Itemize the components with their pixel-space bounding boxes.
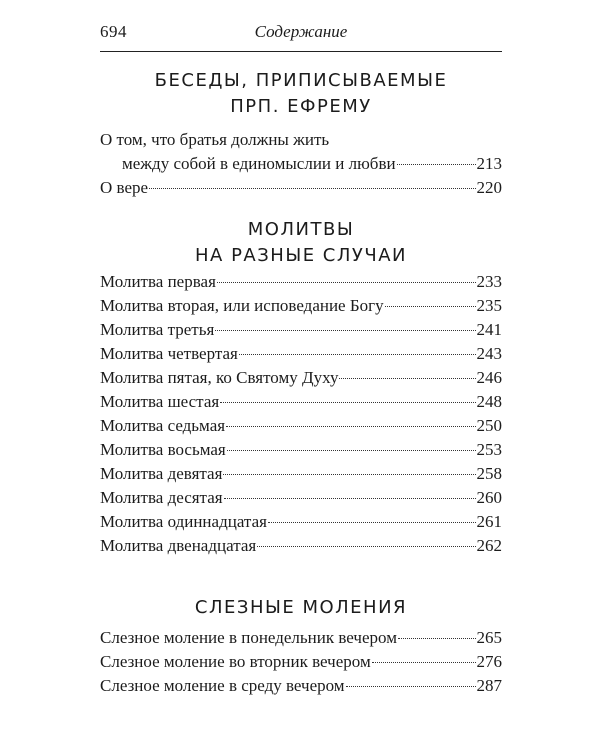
- toc-entry-label: О вере: [100, 178, 149, 197]
- dot-leader: [397, 164, 476, 165]
- toc-entry[interactable]: [100, 462, 502, 486]
- toc-entry-page: 250: [476, 416, 502, 435]
- toc-entry[interactable]: [100, 510, 502, 534]
- toc-entry[interactable]: [100, 486, 502, 510]
- dot-leader: [339, 378, 475, 379]
- toc-entry[interactable]: [100, 270, 502, 294]
- toc-entry-label: Молитва четвертая: [100, 344, 238, 363]
- toc-entry-page: 248: [476, 392, 502, 411]
- toc-entry-page: 258: [476, 464, 502, 483]
- toc-entry-page: 213: [476, 154, 502, 173]
- section-title-line: МОЛИТВЫ: [247, 219, 355, 240]
- section-title-molitvy: [100, 217, 502, 269]
- running-title: Содержание: [254, 22, 348, 41]
- section-title-line: СЛЕЗНЫЕ МОЛЕНИЯ: [194, 597, 408, 618]
- header-rule: [100, 51, 502, 52]
- toc-entry-page: 241: [476, 320, 502, 339]
- toc-entry[interactable]: [100, 128, 502, 176]
- toc-entry-label: Молитва одиннадцатая: [100, 512, 267, 531]
- toc-entry-label: Молитва пятая, ко Святому Духу: [100, 368, 339, 387]
- toc-entry-label-line2: между собой в единомыслии и любви: [122, 154, 396, 173]
- dot-leader: [226, 426, 475, 427]
- dot-leader: [385, 306, 476, 307]
- section-title-line: БЕСЕДЫ, ПРИПИСЫВАЕМЫЕ: [154, 70, 448, 91]
- toc-entry-page: 260: [476, 488, 502, 507]
- toc-entry-label-line1: О том, что братья должны жить: [100, 130, 330, 149]
- dot-leader: [215, 330, 475, 331]
- toc-entry[interactable]: [100, 674, 502, 698]
- dot-leader: [224, 498, 476, 499]
- section-title-line: ПРП. ЕФРЕМУ: [230, 96, 372, 117]
- dot-leader: [223, 474, 475, 475]
- toc-entry-label: Слезное моление в понедельник вечером: [100, 628, 397, 647]
- dot-leader: [239, 354, 476, 355]
- dot-leader: [346, 686, 476, 687]
- toc-entry[interactable]: [100, 366, 502, 390]
- toc-entry[interactable]: [100, 414, 502, 438]
- toc-entry-page: 261: [476, 512, 502, 531]
- toc-entry-label: Молитва седьмая: [100, 416, 226, 435]
- page-header: [100, 20, 502, 44]
- toc-entry-page: 287: [476, 676, 502, 695]
- toc-entry-page: 276: [476, 652, 502, 671]
- dot-leader: [149, 188, 475, 189]
- toc-entry-label: Молитва шестая: [100, 392, 220, 411]
- toc-entry[interactable]: [100, 294, 502, 318]
- toc-entry-label: Молитва вторая, или исповедание Богу: [100, 296, 384, 315]
- dot-leader: [257, 546, 475, 547]
- dot-leader: [217, 282, 476, 283]
- toc-entry-page: 246: [476, 368, 502, 387]
- toc-entry-label: Молитва третья: [100, 320, 215, 339]
- dot-leader: [398, 638, 476, 639]
- toc-entry-page: 233: [476, 272, 502, 291]
- toc-entry-page: 265: [476, 628, 502, 647]
- section-title-besedy: [100, 68, 502, 120]
- toc-entry-label: Молитва первая: [100, 272, 216, 291]
- toc-entry-page: 253: [476, 440, 502, 459]
- toc-entry-label: Молитва восьмая: [100, 440, 226, 459]
- toc-entry-page: 235: [476, 296, 502, 315]
- toc-entry[interactable]: [100, 342, 502, 366]
- page-number: 694: [100, 22, 127, 41]
- section-title-sleznye: [100, 595, 502, 621]
- toc-entry[interactable]: [100, 534, 502, 558]
- toc-entry-page: 220: [476, 178, 502, 197]
- toc-entry[interactable]: [100, 438, 502, 462]
- toc-list-sleznye: [100, 626, 502, 698]
- dot-leader: [372, 662, 476, 663]
- dot-leader: [220, 402, 475, 403]
- toc-entry[interactable]: [100, 626, 502, 650]
- toc-list-besedy: [100, 128, 502, 200]
- toc-entry[interactable]: [100, 318, 502, 342]
- dot-leader: [268, 522, 476, 523]
- toc-entry-page: 243: [476, 344, 502, 363]
- toc-entry-label: Молитва девятая: [100, 464, 223, 483]
- toc-entry-label: Слезное моление во вторник вечером: [100, 652, 371, 671]
- toc-entry-label: Молитва двенадцатая: [100, 536, 257, 555]
- toc-entry[interactable]: [100, 176, 502, 200]
- toc-entry-label: Слезное моление в среду вечером: [100, 676, 345, 695]
- toc-entry[interactable]: [100, 650, 502, 674]
- toc-entry[interactable]: [100, 390, 502, 414]
- dot-leader: [227, 450, 476, 451]
- section-title-line: НА РАЗНЫЕ СЛУЧАИ: [195, 245, 407, 266]
- toc-entry-page: 262: [476, 536, 502, 555]
- toc-list-molitvy: [100, 270, 502, 558]
- toc-entry-label: Молитва десятая: [100, 488, 223, 507]
